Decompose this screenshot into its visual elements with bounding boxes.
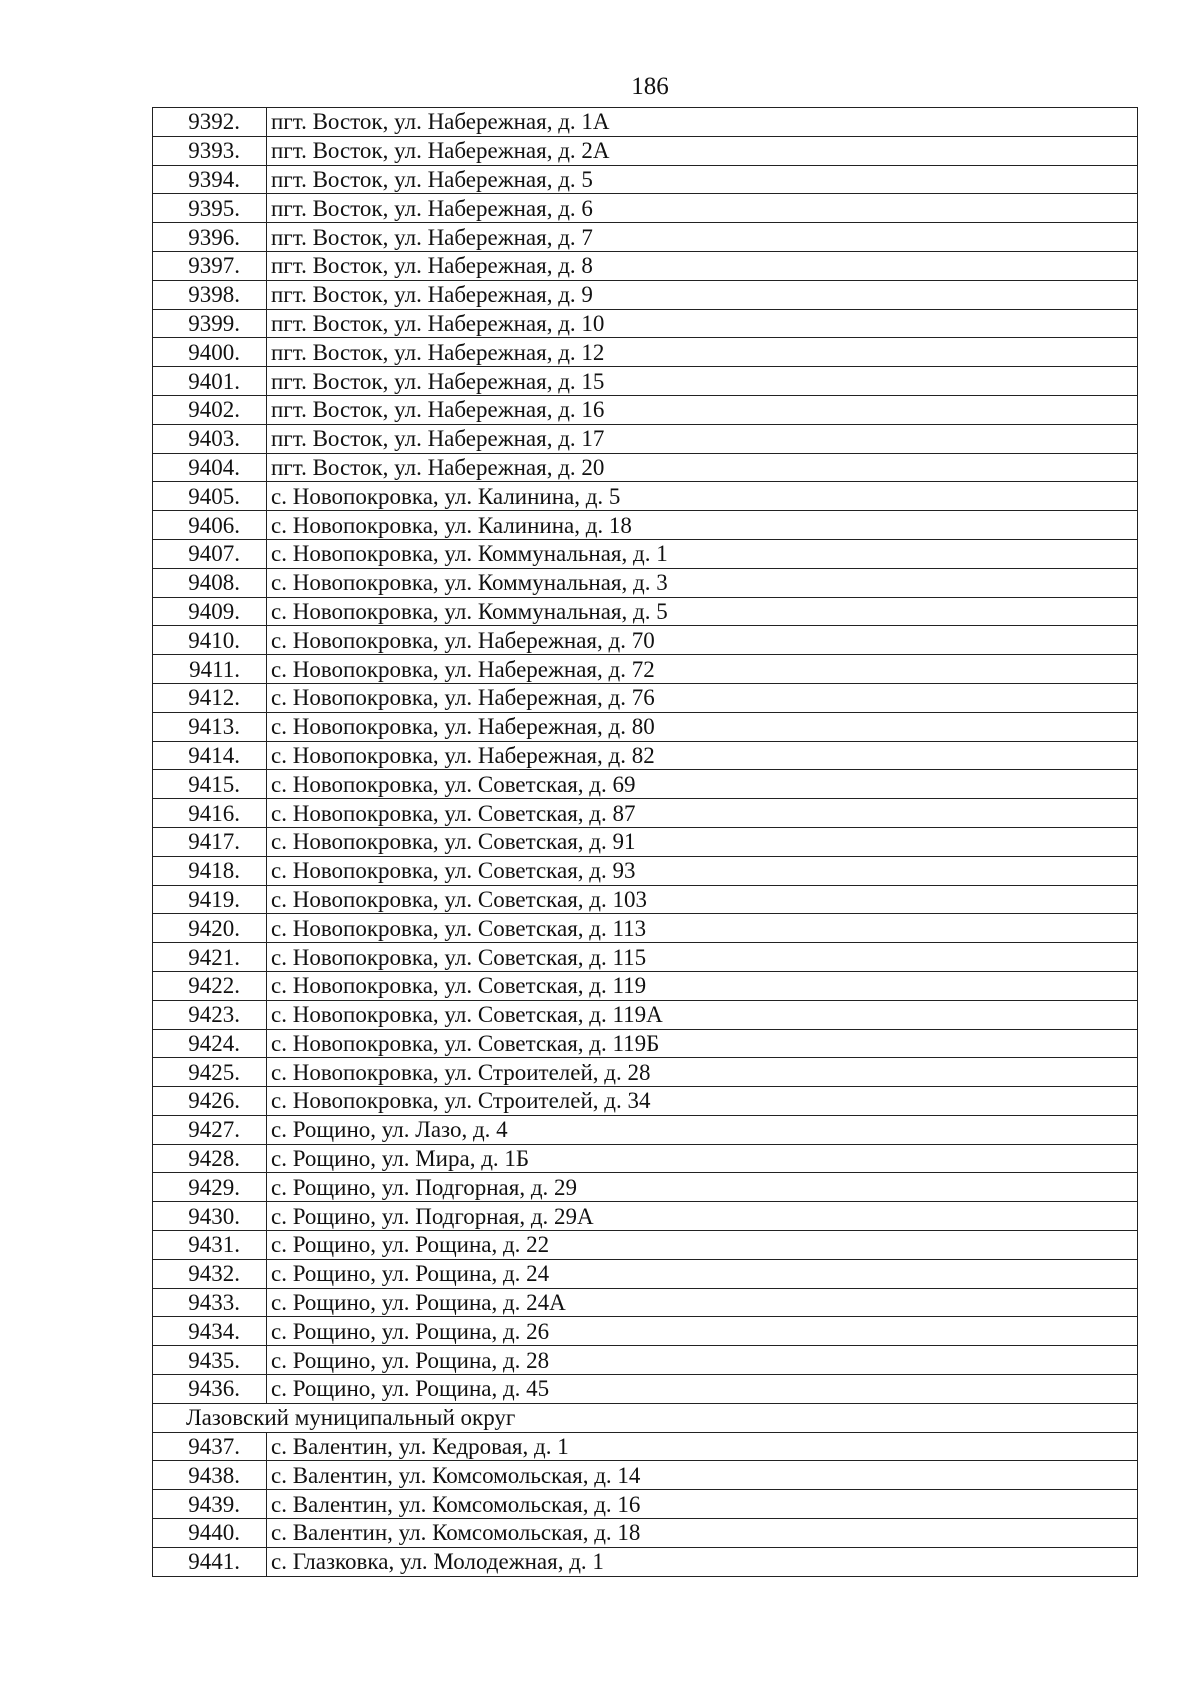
table-row — [153, 1173, 1138, 1202]
address-table-body — [153, 108, 1138, 1577]
row-number: 9410. — [153, 626, 267, 655]
table-row — [153, 1519, 1138, 1548]
row-number: 9404. — [153, 453, 267, 482]
row-address: с. Валентин, ул. Комсомольская, д. 18 — [267, 1519, 1138, 1548]
row-address: пгт. Восток, ул. Набережная, д. 6 — [267, 194, 1138, 223]
row-number: 9433. — [153, 1288, 267, 1317]
table-row — [153, 1375, 1138, 1404]
table-row — [153, 1144, 1138, 1173]
row-number: 9406. — [153, 511, 267, 540]
row-number: 9407. — [153, 539, 267, 568]
row-address: с. Новопокровка, ул. Набережная, д. 80 — [267, 712, 1138, 741]
table-row — [153, 1432, 1138, 1461]
table-row — [153, 1058, 1138, 1087]
row-address: с. Новопокровка, ул. Советская, д. 113 — [267, 914, 1138, 943]
row-number: 9437. — [153, 1432, 267, 1461]
row-number: 9434. — [153, 1317, 267, 1346]
row-address: с. Рощино, ул. Рощина, д. 26 — [267, 1317, 1138, 1346]
row-number: 9435. — [153, 1346, 267, 1375]
row-address: пгт. Восток, ул. Набережная, д. 5 — [267, 165, 1138, 194]
table-row — [153, 885, 1138, 914]
row-address: пгт. Восток, ул. Набережная, д. 9 — [267, 280, 1138, 309]
table-row — [153, 309, 1138, 338]
table-row — [153, 367, 1138, 396]
row-address: с. Рощино, ул. Рощина, д. 22 — [267, 1231, 1138, 1260]
table-row — [153, 511, 1138, 540]
row-address: пгт. Восток, ул. Набережная, д. 1А — [267, 108, 1138, 137]
row-number: 9432. — [153, 1259, 267, 1288]
table-row — [153, 194, 1138, 223]
table-row — [153, 1029, 1138, 1058]
row-address: с. Валентин, ул. Кедровая, д. 1 — [267, 1432, 1138, 1461]
row-address: с. Валентин, ул. Комсомольская, д. 14 — [267, 1461, 1138, 1490]
row-address: с. Новопокровка, ул. Советская, д. 93 — [267, 856, 1138, 885]
table-row — [153, 1202, 1138, 1231]
row-address: с. Новопокровка, ул. Калинина, д. 5 — [267, 482, 1138, 511]
row-address: с. Новопокровка, ул. Советская, д. 115 — [267, 943, 1138, 972]
row-address: с. Новопокровка, ул. Советская, д. 119А — [267, 1000, 1138, 1029]
row-number: 9403. — [153, 424, 267, 453]
table-row — [153, 827, 1138, 856]
row-number: 9424. — [153, 1029, 267, 1058]
row-address: с. Валентин, ул. Комсомольская, д. 16 — [267, 1490, 1138, 1519]
row-address: с. Новопокровка, ул. Набережная, д. 72 — [267, 655, 1138, 684]
table-row — [153, 971, 1138, 1000]
row-number: 9428. — [153, 1144, 267, 1173]
table-row — [153, 597, 1138, 626]
table-row — [153, 223, 1138, 252]
row-address: с. Рощино, ул. Рощина, д. 24 — [267, 1259, 1138, 1288]
row-number: 9408. — [153, 568, 267, 597]
row-number: 9399. — [153, 309, 267, 338]
row-number: 9398. — [153, 280, 267, 309]
row-number: 9405. — [153, 482, 267, 511]
table-row — [153, 914, 1138, 943]
row-address: пгт. Восток, ул. Набережная, д. 8 — [267, 251, 1138, 280]
table-row — [153, 568, 1138, 597]
row-number: 9409. — [153, 597, 267, 626]
section-header: Лазовский муниципальный округ — [153, 1403, 1138, 1432]
table-row — [153, 770, 1138, 799]
address-table — [152, 107, 1138, 1577]
row-address: с. Рощино, ул. Подгорная, д. 29 — [267, 1173, 1138, 1202]
row-address: с. Новопокровка, ул. Коммунальная, д. 1 — [267, 539, 1138, 568]
row-number: 9436. — [153, 1375, 267, 1404]
table-row — [153, 1547, 1138, 1576]
row-number: 9393. — [153, 136, 267, 165]
table-row — [153, 251, 1138, 280]
row-number: 9426. — [153, 1087, 267, 1116]
row-number: 9397. — [153, 251, 267, 280]
row-number: 9425. — [153, 1058, 267, 1087]
row-number: 9419. — [153, 885, 267, 914]
row-address: с. Новопокровка, ул. Строителей, д. 28 — [267, 1058, 1138, 1087]
row-number: 9439. — [153, 1490, 267, 1519]
table-row — [153, 482, 1138, 511]
row-address: пгт. Восток, ул. Набережная, д. 7 — [267, 223, 1138, 252]
row-address: с. Новопокровка, ул. Набережная, д. 82 — [267, 741, 1138, 770]
row-address: с. Рощино, ул. Подгорная, д. 29А — [267, 1202, 1138, 1231]
row-number: 9418. — [153, 856, 267, 885]
row-number: 9422. — [153, 971, 267, 1000]
row-number: 9416. — [153, 799, 267, 828]
table-row — [153, 108, 1138, 137]
row-address: с. Новопокровка, ул. Советская, д. 69 — [267, 770, 1138, 799]
row-number: 9414. — [153, 741, 267, 770]
row-number: 9411. — [153, 655, 267, 684]
row-number: 9412. — [153, 683, 267, 712]
row-address: пгт. Восток, ул. Набережная, д. 17 — [267, 424, 1138, 453]
row-number: 9402. — [153, 395, 267, 424]
row-number: 9415. — [153, 770, 267, 799]
row-address: с. Новопокровка, ул. Коммунальная, д. 3 — [267, 568, 1138, 597]
row-address: с. Новопокровка, ул. Коммунальная, д. 5 — [267, 597, 1138, 626]
row-number: 9420. — [153, 914, 267, 943]
row-address: с. Новопокровка, ул. Советская, д. 119Б — [267, 1029, 1138, 1058]
section-header-row — [153, 1403, 1138, 1432]
row-number: 9392. — [153, 108, 267, 137]
row-address: с. Рощино, ул. Рощина, д. 28 — [267, 1346, 1138, 1375]
row-address: пгт. Восток, ул. Набережная, д. 10 — [267, 309, 1138, 338]
row-number: 9438. — [153, 1461, 267, 1490]
row-address: с. Глазковка, ул. Молодежная, д. 1 — [267, 1547, 1138, 1576]
table-row — [153, 1461, 1138, 1490]
table-row — [153, 655, 1138, 684]
row-number: 9401. — [153, 367, 267, 396]
row-number: 9429. — [153, 1173, 267, 1202]
table-row — [153, 1000, 1138, 1029]
table-row — [153, 136, 1138, 165]
row-number: 9395. — [153, 194, 267, 223]
row-address: с. Рощино, ул. Лазо, д. 4 — [267, 1115, 1138, 1144]
row-address: пгт. Восток, ул. Набережная, д. 12 — [267, 338, 1138, 367]
row-address: пгт. Восток, ул. Набережная, д. 16 — [267, 395, 1138, 424]
table-row — [153, 1490, 1138, 1519]
row-address: с. Рощино, ул. Рощина, д. 45 — [267, 1375, 1138, 1404]
table-row — [153, 165, 1138, 194]
table-row — [153, 280, 1138, 309]
table-row — [153, 395, 1138, 424]
row-number: 9430. — [153, 1202, 267, 1231]
row-address: с. Новопокровка, ул. Калинина, д. 18 — [267, 511, 1138, 540]
row-address: с. Рощино, ул. Мира, д. 1Б — [267, 1144, 1138, 1173]
row-number: 9431. — [153, 1231, 267, 1260]
row-address: пгт. Восток, ул. Набережная, д. 15 — [267, 367, 1138, 396]
row-address: с. Новопокровка, ул. Советская, д. 91 — [267, 827, 1138, 856]
table-row — [153, 683, 1138, 712]
table-row — [153, 1288, 1138, 1317]
table-row — [153, 626, 1138, 655]
row-address: с. Новопокровка, ул. Советская, д. 87 — [267, 799, 1138, 828]
table-row — [153, 1259, 1138, 1288]
row-number: 9396. — [153, 223, 267, 252]
row-address: с. Новопокровка, ул. Набережная, д. 70 — [267, 626, 1138, 655]
row-address: с. Рощино, ул. Рощина, д. 24А — [267, 1288, 1138, 1317]
row-number: 9423. — [153, 1000, 267, 1029]
row-address: с. Новопокровка, ул. Советская, д. 103 — [267, 885, 1138, 914]
page-number: 186 — [631, 73, 669, 100]
table-row — [153, 856, 1138, 885]
row-address: с. Новопокровка, ул. Советская, д. 119 — [267, 971, 1138, 1000]
row-address: с. Новопокровка, ул. Строителей, д. 34 — [267, 1087, 1138, 1116]
table-row — [153, 1231, 1138, 1260]
table-row — [153, 943, 1138, 972]
table-row — [153, 1317, 1138, 1346]
table-row — [153, 453, 1138, 482]
table-row — [153, 1087, 1138, 1116]
row-number: 9441. — [153, 1547, 267, 1576]
row-number: 9413. — [153, 712, 267, 741]
row-number: 9421. — [153, 943, 267, 972]
row-number: 9440. — [153, 1519, 267, 1548]
row-address: пгт. Восток, ул. Набережная, д. 2А — [267, 136, 1138, 165]
row-number: 9394. — [153, 165, 267, 194]
table-row — [153, 799, 1138, 828]
table-row — [153, 1115, 1138, 1144]
table-row — [153, 1346, 1138, 1375]
row-address: пгт. Восток, ул. Набережная, д. 20 — [267, 453, 1138, 482]
row-number: 9400. — [153, 338, 267, 367]
row-number: 9427. — [153, 1115, 267, 1144]
table-row — [153, 424, 1138, 453]
table-row — [153, 712, 1138, 741]
table-row — [153, 338, 1138, 367]
row-number: 9417. — [153, 827, 267, 856]
table-row — [153, 539, 1138, 568]
table-row — [153, 741, 1138, 770]
row-address: с. Новопокровка, ул. Набережная, д. 76 — [267, 683, 1138, 712]
